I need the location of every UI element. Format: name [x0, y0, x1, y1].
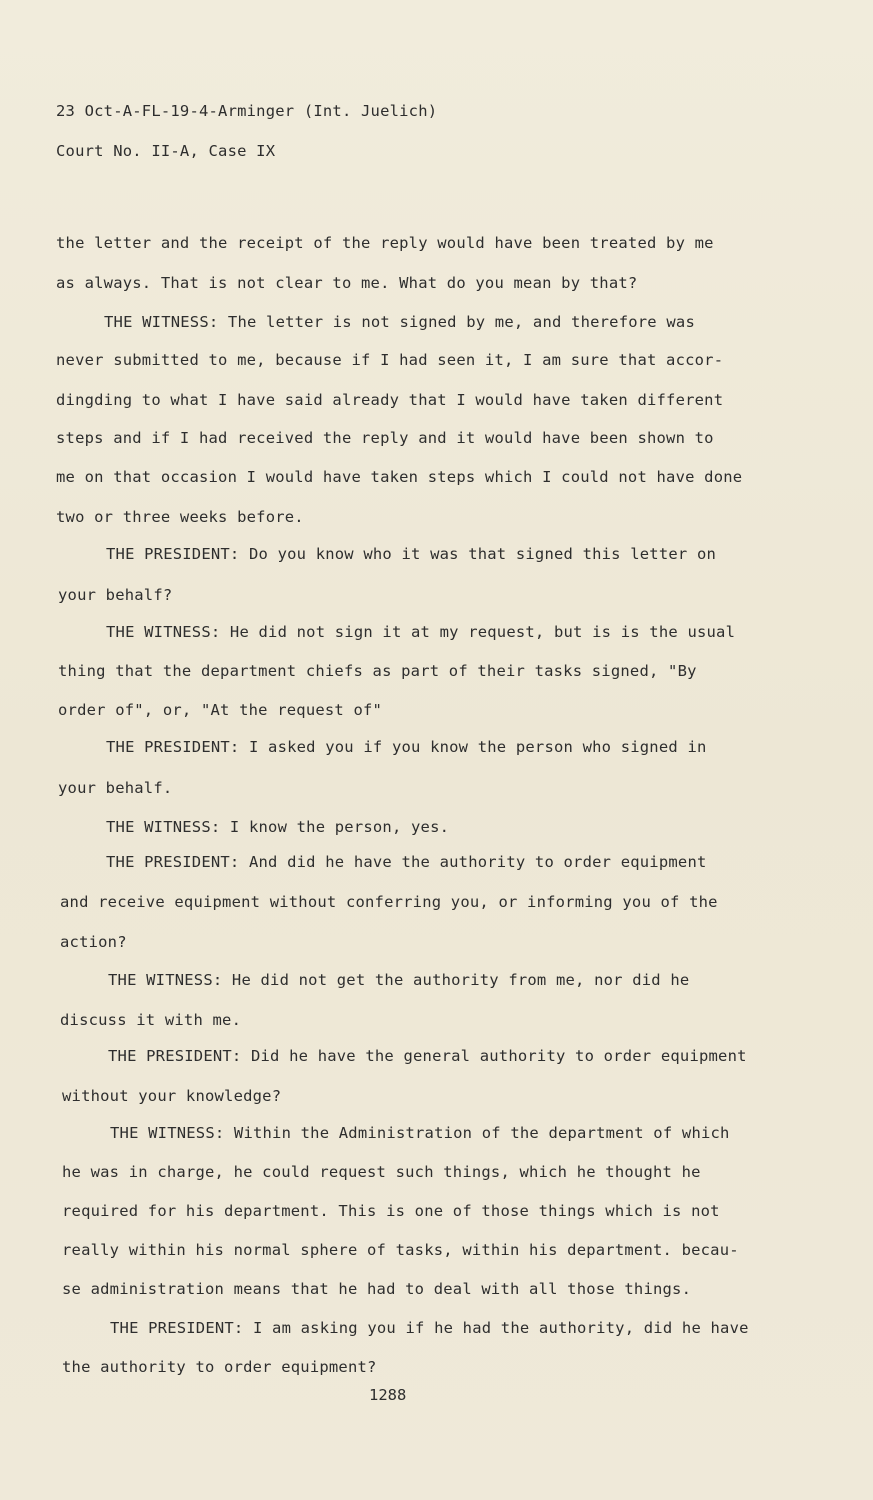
text-line: THE WITNESS: I know the person, yes.	[106, 818, 450, 836]
text-line: THE WITNESS: Within the Administration of the department of which	[110, 1124, 730, 1142]
text-line: never submitted to me, because if I had seen it, I am sure that accor-	[56, 351, 724, 369]
text-line: without your knowledge?	[62, 1087, 282, 1105]
text-line: the authority to order equipment?	[62, 1358, 377, 1376]
text-line: the letter and the receipt of the reply would have been treated by me	[56, 234, 714, 252]
text-line: two or three weeks before.	[56, 508, 304, 526]
text-line: se administration means that he had to deal with all those things.	[62, 1280, 692, 1298]
text-line: dingding to what I have said already that I would have taken different	[56, 391, 724, 409]
text-line: and receive equipment without conferring you, or informing you of the	[60, 893, 718, 911]
document-header-court: Court No. II-A, Case IX	[56, 142, 276, 160]
text-line: steps and if I had received the reply and it would have been shown to	[56, 429, 714, 447]
text-line: your behalf?	[58, 586, 173, 604]
text-line: THE WITNESS: He did not sign it at my request, but is is the usual	[106, 623, 736, 641]
text-line: he was in charge, he could request such things, which he thought he	[62, 1163, 701, 1181]
text-line: THE PRESIDENT: I asked you if you know the person who signed in	[106, 738, 707, 756]
text-line: THE PRESIDENT: Did he have the general authority to order equipment	[108, 1047, 747, 1065]
text-line: me on that occasion I would have taken steps which I could not have done	[56, 468, 743, 486]
text-line: really within his normal sphere of tasks, within his department. becau-	[62, 1241, 739, 1259]
text-line: THE PRESIDENT: I am asking you if he had the authority, did he have	[110, 1319, 749, 1337]
text-line: your behalf.	[58, 779, 173, 797]
document-header-reference: 23 Oct-A-FL-19-4-Arminger (Int. Juelich)	[56, 102, 438, 120]
text-line: as always. That is not clear to me. What do you mean by that?	[56, 274, 638, 292]
text-line: required for his department. This is one of those things which is not	[62, 1202, 720, 1220]
page-number: 1288	[369, 1386, 407, 1404]
text-line: action?	[60, 933, 127, 951]
text-line: THE WITNESS: He did not get the authority from me, nor did he	[108, 971, 690, 989]
text-line: THE WITNESS: The letter is not signed by me, and therefore was	[104, 313, 695, 331]
text-line: order of", or, "At the request of"	[58, 701, 383, 719]
text-line: discuss it with me.	[60, 1011, 242, 1029]
text-line: THE PRESIDENT: Do you know who it was that signed this letter on	[106, 545, 717, 563]
text-line: THE PRESIDENT: And did he have the authority to order equipment	[106, 853, 707, 871]
text-line: thing that the department chiefs as part of their tasks signed, "By	[58, 662, 697, 680]
